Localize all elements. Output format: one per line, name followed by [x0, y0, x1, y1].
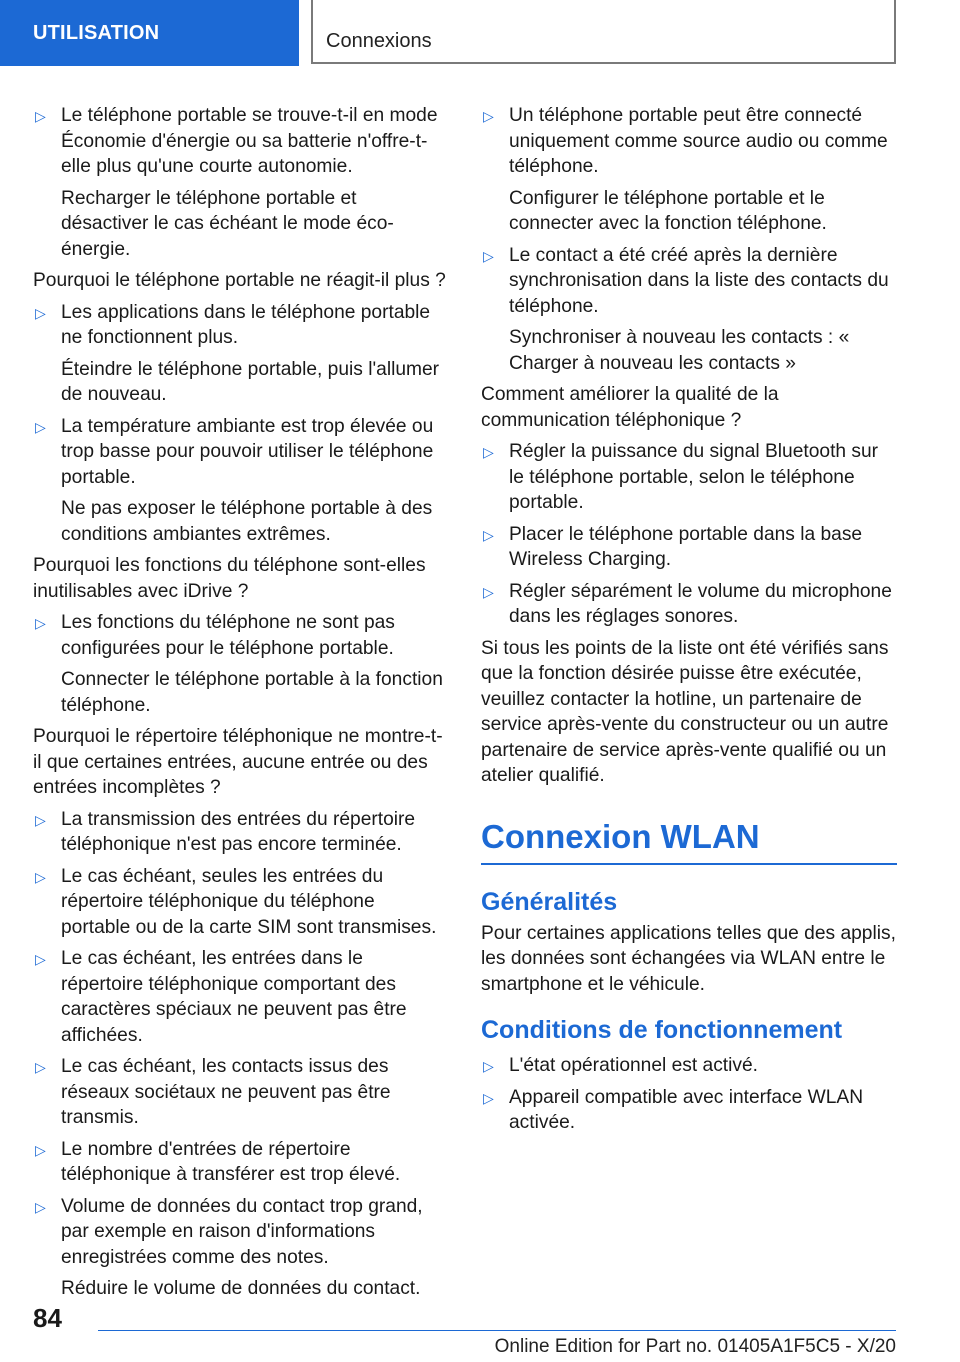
list-item	[33, 1194, 449, 1302]
bullet-triangle-icon: ▷	[35, 1059, 46, 1075]
item-text: Le nombre d'entrées de répertoire téléphonique à transférer est trop élevé.	[61, 1138, 401, 1185]
item-text: Les fonctions du téléphone ne sont pas configurées pour le téléphone portable.	[61, 612, 395, 659]
item-text: La transmission des entrées du répertoire téléphonique n'est pas encore terminée.	[61, 808, 416, 855]
question-paragraph: Pourquoi le téléphone portable ne réagit-il plus ?	[33, 270, 446, 291]
item-text: Le contact a été créé après la dernière synchronisation dans la liste des contacts du téléphone.	[509, 244, 889, 317]
bullet-triangle-icon: ▷	[483, 247, 494, 264]
bullet-triangle-icon: ▷	[483, 583, 494, 600]
list-item	[481, 103, 897, 237]
item-text: Un téléphone portable peut être connecté uniquement comme source audio ou comme téléphone.	[509, 105, 888, 177]
bullet-triangle-icon: ▷	[35, 951, 46, 967]
bullet-triangle-icon: ▷	[483, 1089, 494, 1106]
page-number: 84	[33, 1303, 62, 1333]
list-item	[481, 439, 897, 516]
bullet-triangle-icon: ▷	[35, 1141, 46, 1158]
item-text: La température ambiante est trop élevée ou trop basse pour pouvoir utiliser le téléphone portable.	[61, 415, 434, 488]
bullet-triangle-icon: ▷	[35, 868, 46, 885]
bullet-triangle-icon: ▷	[35, 304, 46, 321]
condition-text: Appareil compatible avec interface WLAN activée.	[509, 1086, 864, 1133]
item-text: Les applications dans le téléphone portable ne fonctionnent plus.	[61, 301, 431, 348]
list-item	[33, 864, 449, 941]
item-text: Le cas échéant, les entrées dans le répertoire téléphonique comportant des caractères spéciaux ne peuvent pas être affichées.	[61, 948, 407, 1046]
right-column-list	[481, 103, 897, 789]
bullet-triangle-icon: ▷	[483, 444, 494, 460]
bullet-triangle-icon: ▷	[35, 615, 46, 631]
list-item	[33, 414, 449, 548]
bullet-triangle-icon: ▷	[35, 108, 46, 124]
item-solution: Recharger le téléphone portable et désactiver le cas échéant le mode éco-énergie.	[61, 187, 394, 260]
list-item	[33, 946, 449, 1048]
conditions-list	[481, 1053, 897, 1136]
question-paragraph: Pourquoi le répertoire téléphonique ne montre-t-il que certaines entrées, aucune entrée ou des entrées incomplètes ?	[33, 726, 443, 798]
list-item	[481, 579, 897, 630]
section-tab: UTILISATION	[0, 0, 299, 66]
item-text: Le téléphone portable se trouve-t-il en mode Économie d'énergie ou sa batterie n'offre-t-elle plus qu'une courte autonomie.	[61, 105, 438, 177]
chapter-title: Connexions	[311, 0, 896, 64]
question-paragraph: Pourquoi les fonctions du téléphone sont-elles inutilisables avec iDrive ?	[33, 555, 426, 602]
list-item	[33, 1054, 449, 1131]
list-item	[33, 300, 449, 408]
condition-item	[481, 1085, 897, 1136]
bullet-triangle-icon: ▷	[35, 811, 46, 828]
item-solution: Connecter le téléphone portable à la fonction téléphone.	[61, 669, 443, 716]
item-solution: Configurer le téléphone portable et le connecter avec la fonction téléphone.	[509, 187, 827, 234]
condition-item	[481, 1053, 897, 1079]
question-paragraph: Si tous les points de la liste ont été vérifiés sans que la fonction désirée puisse être exécutée, veuillez contacter la hotline, un partenaire de service après-vente du constructeur ou un autre partenaire de service après-vente qualifié ou un atelier qualifié.	[481, 637, 889, 786]
general-paragraph: Pour certaines applications telles que des applis, les données sont échangées via WLAN entre le smartphone et le véhicule.	[481, 922, 896, 995]
item-text: Régler la puissance du signal Bluetooth sur le téléphone portable, selon le téléphone portable.	[509, 441, 879, 513]
list-item	[33, 1137, 449, 1188]
bullet-triangle-icon: ▷	[35, 1198, 46, 1215]
bullet-triangle-icon: ▷	[35, 418, 46, 435]
conditions-heading: Conditions de fonctionnement	[481, 1016, 843, 1044]
condition-text: L'état opérationnel est activé.	[509, 1055, 758, 1076]
item-solution: Éteindre le téléphone portable, puis l'allumer de nouveau.	[61, 358, 440, 405]
item-text: Volume de données du contact trop grand, par exemple en raison d'informations enregistrées comme des notes.	[61, 1195, 423, 1268]
item-solution: Synchroniser à nouveau les contacts : « Charger à nouveau les contacts »	[509, 327, 850, 374]
item-solution: Ne pas exposer le téléphone portable à des conditions ambiantes extrêmes.	[61, 498, 433, 545]
question-paragraph: Comment améliorer la qualité de la communication téléphonique ?	[481, 384, 779, 431]
wlan-section-title: Connexion WLAN	[481, 817, 897, 865]
footer-edition: Online Edition for Part no. 01405A1F5C5 - X/20	[494, 1336, 896, 1357]
list-item	[33, 103, 449, 262]
item-solution: Réduire le volume de données du contact.	[61, 1278, 421, 1299]
list-item	[33, 807, 449, 858]
bullet-triangle-icon: ▷	[483, 526, 494, 543]
left-column	[33, 103, 449, 1308]
footer-rule	[98, 1330, 896, 1331]
list-item	[33, 610, 449, 718]
right-column	[481, 103, 897, 1142]
item-text: Régler séparément le volume du microphone dans les réglages sonores.	[509, 580, 892, 627]
general-heading: Généralités	[481, 887, 618, 916]
list-item	[481, 243, 897, 377]
list-item	[481, 522, 897, 573]
item-text: Le cas échéant, seules les entrées du répertoire téléphonique du téléphone portable ou de la carte SIM sont transmises.	[61, 865, 437, 938]
item-text: Placer le téléphone portable dans la base Wireless Charging.	[509, 523, 863, 570]
page-header	[0, 0, 960, 66]
item-text: Le cas échéant, les contacts issus des réseaux sociétaux ne peuvent pas être transmis.	[61, 1056, 391, 1128]
bullet-triangle-icon: ▷	[483, 108, 494, 124]
bullet-triangle-icon: ▷	[483, 1058, 494, 1074]
